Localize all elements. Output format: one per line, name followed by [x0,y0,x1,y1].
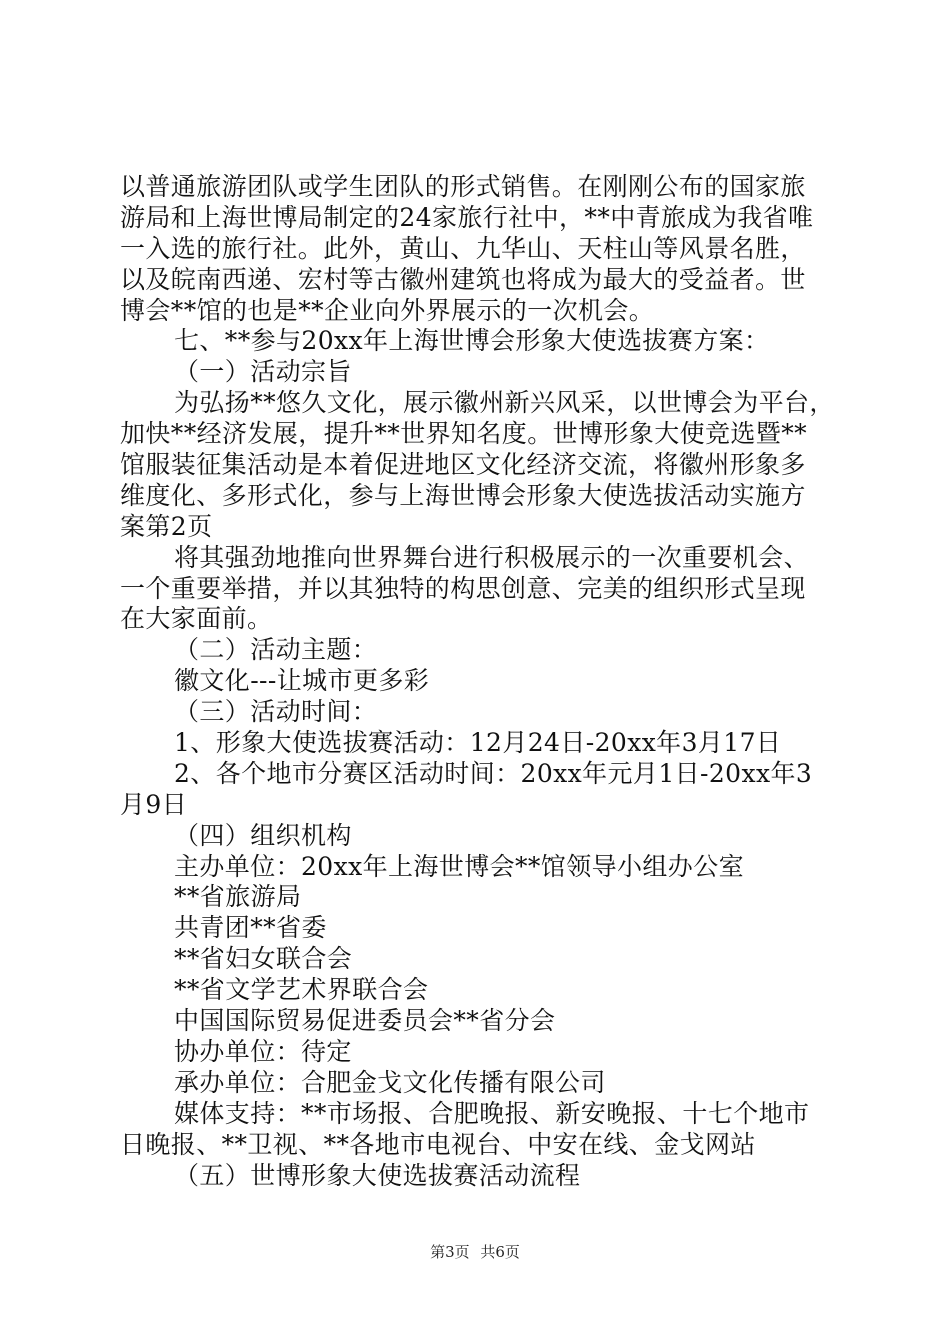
text-line: 徽文化---让城市更多彩 [174,666,430,696]
text-line: 承办单位：合肥金戈文化传播有限公司 [174,1067,606,1097]
document-body [120,172,840,1191]
page-total: 共6页 [480,1243,520,1261]
text-line: （四）组织机构 [174,820,352,850]
text-line: **省旅游局 [174,882,302,912]
text-line: 以普通旅游团队或学生团队的形式销售。在刚刚公布的国家旅 [120,172,806,201]
text-line: 在大家面前。 [120,604,273,634]
text-line: （五）世博形象大使选拔赛活动流程 [174,1160,581,1190]
text-line: 将其强劲地推向世界舞台进行积极展示的一次重要机会、 [174,542,810,572]
text-line: 一个重要举措，并以其独特的构思创意、完美的组织形式呈现 [120,573,806,603]
text-line: 1、形象大使选拔赛活动：12月24日-20xx年3月17日 [174,728,782,758]
text-line: （二）活动主题： [174,635,378,665]
page-number: 第3页 [430,1243,470,1261]
text-line: **省文学艺术界联合会 [174,975,429,1005]
text-line: 博会**馆的也是**企业向外界展示的一次机会。 [120,295,655,325]
page-footer [0,1242,950,1262]
text-line: 媒体支持：**市场报、合肥晚报、新安晚报、十七个地市 [174,1098,810,1128]
text-line: （三）活动时间： [174,697,378,727]
text-line: 中国国际贸易促进委员会**省分会 [174,1006,556,1036]
text-line: 日晚报、**卫视、**各地市电视台、中安在线、金戈网站 [120,1129,756,1159]
text-line: 游局和上海世博局制定的24家旅行社中，**中青旅成为我省唯 [120,202,814,232]
text-line: 为弘扬**悠久文化，展示徽州新兴风采，以世博会为平台， [174,388,835,418]
text-line: 以及皖南西递、宏村等古徽州建筑也将成为最大的受益者。世 [120,264,806,294]
text-line: 协办单位：待定 [174,1036,352,1066]
text-line: **省妇女联合会 [174,944,353,974]
text-line: 馆服装征集活动是本着促进地区文化经济交流，将徽州形象多 [120,450,806,480]
text-line: 主办单位：20xx年上海世博会**馆领导小组办公室 [174,851,745,881]
text-line: 月9日 [120,789,188,819]
text-line: 共青团**省委 [174,913,327,943]
text-line: 2、各个地市分赛区活动时间：20xx年元月1日-20xx年3 [174,758,813,788]
text-line: 案第2页 [120,511,213,541]
text-line: 七、**参与20xx年上海世博会形象大使选拔赛方案： [174,326,770,356]
text-line: 一入选的旅行社。此外，黄山、九华山、天柱山等风景名胜， [120,233,806,263]
text-line: （一）活动宗旨 [174,357,352,387]
text-line: 维度化、多形式化，参与上海世博会形象大使选拔活动实施方 [120,480,806,510]
text-line: 加快**经济发展，提升**世界知名度。世博形象大使竞选暨** [120,419,808,449]
